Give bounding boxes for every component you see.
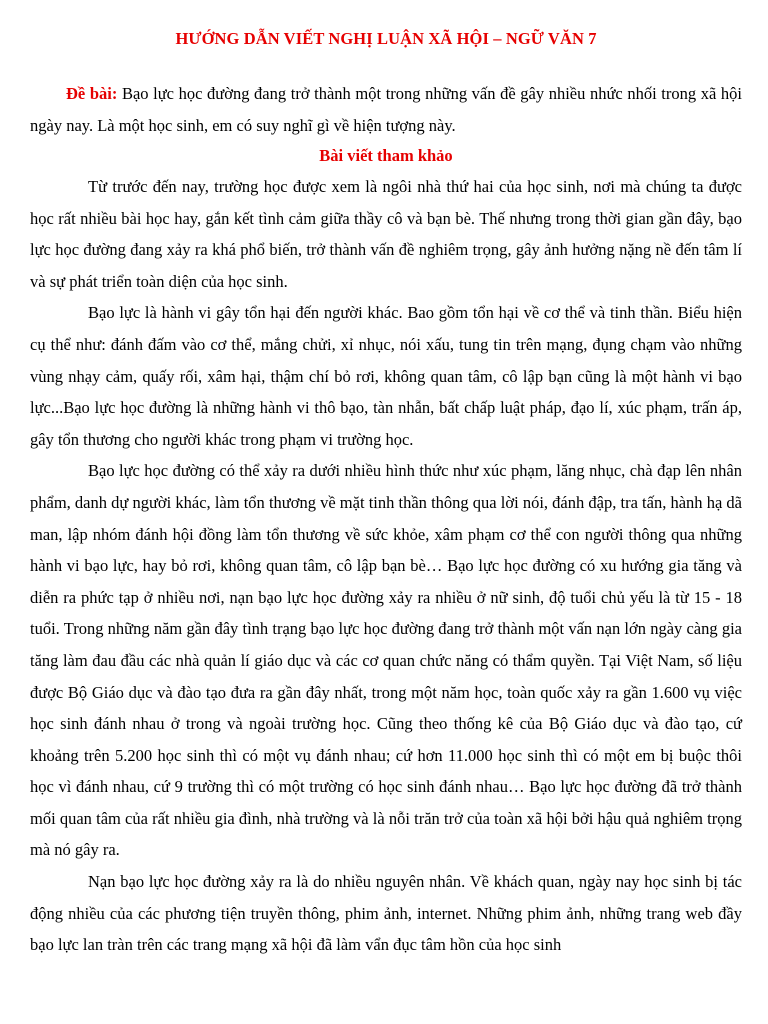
essay-paragraph-1: Từ trước đến nay, trường học được xem là ngôi nhà thứ hai của học sinh, nơi mà chúng ta được học rất nhiều bài học hay, gắn kết tình cảm giữa thầy cô và bạn bè. Thế nhưng trong thời gian gần đây, bạo lực học đường đang xảy ra khá phổ biến, trở thành vấn đề nghiêm trọng, gây ảnh hưởng nặng nề đến tâm lí và sự phát triển toàn diện của học sinh. <box>30 177 742 291</box>
essay-prompt <box>30 78 742 141</box>
essay-paragraph-4: Nạn bạo lực học đường xảy ra là do nhiều nguyên nhân. Về khách quan, ngày nay học sinh bị tác động nhiều của các phương tiện truyền thông, phim ảnh, internet. Những phim ảnh, những trang web đầy bạo lực lan tràn trên các trang mạng xã hội đã làm vẩn đục tâm hồn của học sinh <box>30 872 742 955</box>
reference-essay-subtitle: Bài viết tham khảo <box>319 146 453 165</box>
essay-paragraph-3: Bạo lực học đường có thể xảy ra dưới nhiều hình thức như xúc phạm, lăng nhục, chà đạp lên nhân phẩm, danh dự người khác, làm tổn thương về mặt tinh thần thông qua lời nói, đánh đập, tra tấn, hành hạ dã man, lập nhóm đánh hội đồng làm tổn thương về sức khỏe, xâm phạm cơ thể con người thông qua những hành vi bạo lực, hay bỏ rơi, không quan tâm, cô lập bạn bè… Bạo lực học đường có xu hướng gia tăng và diễn ra phức tạp ở nhiều nơi, nạn bạo lực học đường xảy ra nhiều ở nữ sinh, độ tuổi chủ yếu là từ 15 - 18 tuổi. Trong những năm gần đây tình trạng bạo lực học đường đang trở thành một vấn nạn lớn ngày càng gia tăng làm đau đầu các nhà quản lí giáo dục và các cơ quan chức năng có thẩm quyền. Tại Việt Nam, số liệu được Bộ Giáo dục và đào tạo đưa ra gần đây nhất, trong một năm học, toàn quốc xảy ra gần 1.600 vụ việc học sinh đánh nhau ở trong và ngoài trường học. Cũng theo thống kê của Bộ Giáo dục và đào tạo, cứ khoảng trên 5.200 học sinh thì có một vụ đánh nhau; cứ hơn 11.000 học sinh thì có một em bị buộc thôi học vì đánh nhau, cứ 9 trường thì có một trường có học sinh đánh nhau… Bạo lực học đường đã trở thành mối quan tâm của rất nhiều gia đình, nhà trường và là nỗi trăn trở của toàn xã hội bởi hậu quả nghiêm trọng mà nó gây ra. <box>30 461 742 860</box>
prompt-text: Bạo lực học đường đang trở thành một trong những vấn đề gây nhiều nhức nhối trong xã hội ngày nay. Là một học sinh, em có suy nghĩ gì về hiện tượng này. <box>30 84 742 135</box>
essay-paragraph-2: Bạo lực là hành vi gây tổn hại đến người khác. Bao gồm tổn hại về cơ thể và tinh thần. Biểu hiện cụ thể như: đánh đấm vào cơ thể, mắng chửi, xỉ nhục, nói xấu, tung tin trên mạng, đụng chạm vào những vùng nhạy cảm, quấy rối, xâm hại, thậm chí bỏ rơi, không quan tâm, cô lập bạn cũng là một hành vi bạo lực...Bạo lực học đường là những hành vi thô bạo, tàn nhẫn, bất chấp luật pháp, đạo lí, xúc phạm, trấn áp, gây tổn thương cho người khác trong phạm vi trường học. <box>30 303 742 449</box>
document-title: HƯỚNG DẪN VIẾT NGHỊ LUẬN XÃ HỘI – NGỮ VĂN 7 <box>175 29 597 48</box>
prompt-label: Đề bài: <box>66 84 118 103</box>
